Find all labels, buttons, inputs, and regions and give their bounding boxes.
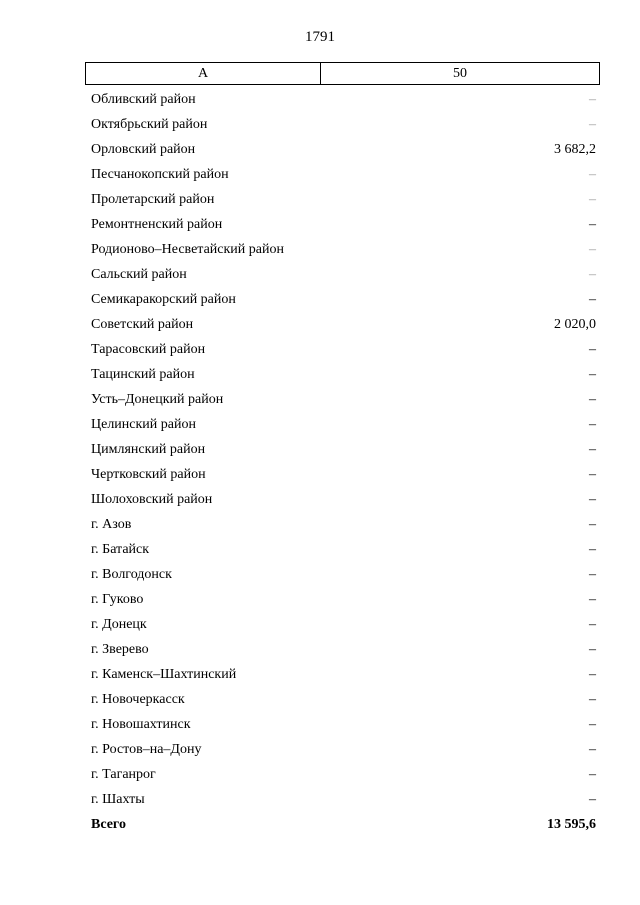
table-row	[91, 312, 596, 337]
table-row	[91, 462, 596, 487]
row-value: –	[589, 92, 596, 107]
row-name: Усть–Донецкий район	[91, 392, 224, 407]
row-value: –	[589, 442, 596, 457]
table-row	[91, 512, 596, 537]
table-row	[91, 387, 596, 412]
table-row	[91, 162, 596, 187]
row-name: Сальский район	[91, 267, 187, 282]
row-name: Шолоховский район	[91, 492, 213, 507]
table-row	[91, 187, 596, 212]
table-row	[91, 87, 596, 112]
row-name: Чертковский район	[91, 467, 206, 482]
row-name: Советский район	[91, 317, 194, 332]
row-value: –	[589, 592, 596, 607]
row-name: Песчанокопский район	[91, 167, 229, 182]
table-body	[91, 87, 596, 837]
row-name: г. Волгодонск	[91, 567, 172, 582]
row-name: г. Новошахтинск	[91, 717, 191, 732]
row-name: Обливский район	[91, 92, 196, 107]
table-row	[91, 212, 596, 237]
row-value: –	[589, 192, 596, 207]
row-value: –	[589, 392, 596, 407]
page-number: 1791	[305, 29, 335, 45]
row-name: Тацинский район	[91, 367, 195, 382]
row-value: –	[589, 217, 596, 232]
row-value: –	[589, 742, 596, 757]
table-row	[91, 562, 596, 587]
row-name: г. Ростов–на–Дону	[91, 742, 202, 757]
row-name: г. Батайск	[91, 542, 150, 557]
table-row	[91, 412, 596, 437]
header-cell-50: 50	[453, 66, 467, 81]
table-row	[91, 537, 596, 562]
row-value: –	[589, 767, 596, 782]
table-row	[91, 712, 596, 737]
row-value: –	[589, 717, 596, 732]
row-value: –	[589, 792, 596, 807]
table-row	[91, 612, 596, 637]
row-name: г. Каменск–Шахтинский	[91, 667, 237, 682]
table-row	[91, 362, 596, 387]
row-name: Ремонтненский район	[91, 217, 223, 232]
total-value: 13 595,6	[547, 817, 596, 832]
row-value: –	[589, 367, 596, 382]
row-value: –	[589, 492, 596, 507]
row-value: –	[589, 517, 596, 532]
table-row	[91, 487, 596, 512]
row-value: –	[589, 292, 596, 307]
row-value: –	[589, 267, 596, 282]
row-name: г. Зверево	[91, 642, 149, 657]
row-name: Орловский район	[91, 142, 196, 157]
row-name: г. Гуково	[91, 592, 144, 607]
row-value: –	[589, 342, 596, 357]
table-row	[91, 787, 596, 812]
total-label: Всего	[91, 817, 126, 832]
table-row	[91, 287, 596, 312]
row-name: Родионово–Несветайский район	[91, 242, 284, 257]
row-name: Цимлянский район	[91, 442, 206, 457]
row-name: Семикаракорский район	[91, 292, 236, 307]
table-row	[91, 762, 596, 787]
row-value: –	[589, 617, 596, 632]
row-name: г. Новочеркасск	[91, 692, 185, 707]
row-value: –	[589, 542, 596, 557]
row-name: Октябрьский район	[91, 117, 208, 132]
table-row	[91, 737, 596, 762]
row-name: Пролетарский район	[91, 192, 215, 207]
row-value: –	[589, 667, 596, 682]
row-value: –	[589, 117, 596, 132]
table-row	[91, 112, 596, 137]
table-row	[91, 262, 596, 287]
row-value: 2 020,0	[554, 317, 596, 332]
table-row	[91, 137, 596, 162]
table-row	[91, 637, 596, 662]
row-value: –	[589, 417, 596, 432]
row-value: 3 682,2	[554, 142, 596, 157]
row-name: г. Шахты	[91, 792, 145, 807]
row-value: –	[589, 167, 596, 182]
row-name: Целинский район	[91, 417, 196, 432]
row-value: –	[589, 467, 596, 482]
row-value: –	[589, 567, 596, 582]
table-header	[85, 62, 600, 85]
table-row	[91, 337, 596, 362]
row-value: –	[589, 242, 596, 257]
total-row	[91, 812, 596, 837]
table-row	[91, 687, 596, 712]
row-name: г. Таганрог	[91, 767, 156, 782]
table-row	[91, 587, 596, 612]
row-value: –	[589, 642, 596, 657]
header-cell-a: А	[86, 63, 321, 84]
table-row	[91, 662, 596, 687]
row-value: –	[589, 692, 596, 707]
row-name: Тарасовский район	[91, 342, 206, 357]
row-name: г. Донецк	[91, 617, 147, 632]
table-row	[91, 237, 596, 262]
row-name: г. Азов	[91, 517, 132, 532]
table-row	[91, 437, 596, 462]
